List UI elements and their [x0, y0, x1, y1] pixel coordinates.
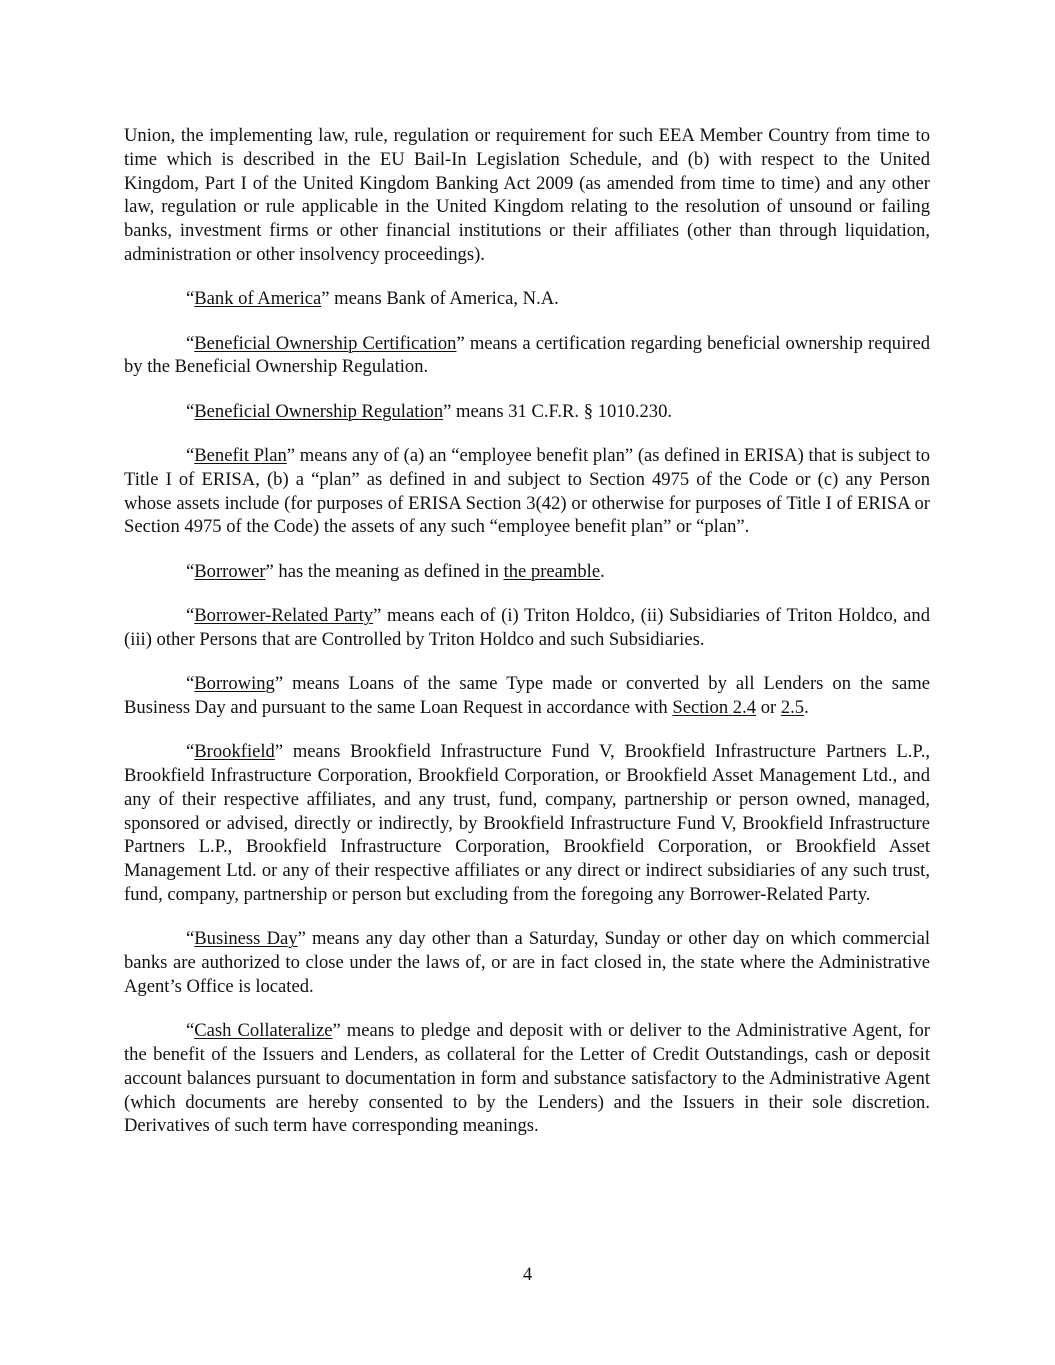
defined-term: Cash Collateralize [194, 1020, 333, 1042]
definition-text: ” means any of (a) an “employee benefit plan” (as defined in ERISA) that is subject to Title I of ERISA, (b) a “plan” as defined in and subject to Section 4975 of the Code or (c) any Person whose assets include (for purposes of ERISA Section 3(42) or otherwise for purposes of Title I of ERISA or Section 4975 of the Code) the assets of any such “employee benefit plan” or “plan”. [124, 444, 930, 538]
definition-borrower: “Borrower” has the meaning as defined in the preamble. [186, 560, 605, 582]
cross-reference: 2.5 [780, 696, 805, 718]
definition-beneficial-ownership-regulation: “Beneficial Ownership Regulation” means 31 C.F.R. § 1010.230. [186, 400, 673, 422]
defined-term: Beneficial Ownership Regulation [194, 400, 444, 422]
document-page [124, 124, 930, 1159]
definition-text: ” means Loans of the same Type made or converted by all Lenders on the same Business Day and pursuant to the same Loan Request in accordance with [124, 673, 930, 718]
defined-term: Borrowing [194, 673, 275, 695]
defined-term: Brookfield [194, 741, 275, 763]
definition-mid: or [756, 696, 781, 718]
defined-term: Borrower [194, 560, 266, 582]
definition-text: ” means a certification regarding beneficial ownership required by the Beneficial Ownership Regulation. [124, 332, 930, 378]
definition-cash-collateralize: “Cash Collateralize” means to pledge and deposit with or deliver to the Administrative Agent, for the benefit of the Issuers and Lenders, as collateral for the Letter of Credit Outstandings, cash or deposit account balances pursuant to documentation in form and substance satisfactory to the Administrative Agent (which documents are hereby consented to by the Lenders) and the Issuers in their sole discretion. Derivatives of such term have corresponding meanings. [124, 1020, 930, 1137]
defined-term: Business Day [194, 928, 298, 950]
defined-term: Beneficial Ownership Certification [194, 332, 457, 354]
defined-term: Benefit Plan [194, 444, 287, 466]
intro-paragraph: Union, the implementing law, rule, regulation or requirement for such EEA Member Country from time to time which is described in the EU Bail-In Legislation Schedule, and (b) with respect to the United Kingdom, Part I of the United Kingdom Banking Act 2009 (as amended from time to time) and any other law, regulation or rule applicable in the United Kingdom relating to the resolution of unsound or failing banks, investment firms or other financial institutions or their affiliates (other than through liquidation, administration or other insolvency proceedings). [124, 125, 930, 265]
defined-term: Borrower-Related Party [194, 604, 374, 626]
definition-borrowing: “Borrowing” means Loans of the same Type made or converted by all Lenders on the same Business Day and pursuant to the same Loan Request in accordance with Section 2.4 or 2.5. [124, 673, 930, 718]
definition-text: ” means Brookfield Infrastructure Fund V, Brookfield Infrastructure Partners L.P., Brookfield Infrastructure Corporation, Brookfield Corporation, or Brookfield Asset Management Ltd., and any of their respective affiliates, and any trust, fund, company, partnership or person owned, managed, sponsored or advised, directly or indirectly, by Brookfield Infrastructure Fund V, Brookfield Infrastructure Partners L.P., Brookfield Infrastructure Corporation, Brookfield Corporation, or Brookfield Asset Management Ltd. or any of their respective affiliates or any direct or indirect subsidiaries of any such trust, fund, company, partnership or person but excluding from the foregoing any Borrower-Related Party. [124, 741, 930, 905]
definition-borrower-related-party: “Borrower-Related Party” means each of (i) Triton Holdco, (ii) Subsidiaries of Triton Holdco, and (iii) other Persons that are Controlled by Triton Holdco and such Subsidiaries. [124, 604, 930, 650]
definition-text: ” means 31 C.F.R. § 1010.230. [443, 400, 673, 422]
page-number: 4 [522, 1264, 533, 1285]
cross-reference: the preamble [503, 560, 601, 582]
definition-text: ” means Bank of America, N.A. [321, 288, 559, 310]
definition-benefit-plan: “Benefit Plan” means any of (a) an “employee benefit plan” (as defined in ERISA) that is subject to Title I of ERISA, (b) a “plan” as defined in and subject to Section 4975 of the Code or (c) any Person whose assets include (for purposes of ERISA Section 3(42) or otherwise for purposes of Title I of ERISA or Section 4975 of the Code) the assets of any such “employee benefit plan” or “plan”. [124, 444, 930, 538]
cross-reference: Section 2.4 [672, 696, 757, 718]
definition-bank-of-america: “Bank of America” means Bank of America, N.A. [186, 288, 559, 310]
definition-tail: . [600, 560, 605, 582]
definition-text: ” means each of (i) Triton Holdco, (ii) Subsidiaries of Triton Holdco, and (iii) other Persons that are Controlled by Triton Holdco and such Subsidiaries. [124, 604, 930, 650]
definition-business-day: “Business Day” means any day other than a Saturday, Sunday or other day on which commercial banks are authorized to close under the laws of, or are in fact closed in, the state where the Administrative Agent’s Office is located. [124, 928, 930, 997]
definition-tail: . [804, 696, 809, 718]
definition-beneficial-ownership-certification: “Beneficial Ownership Certification” means a certification regarding beneficial ownership required by the Beneficial Ownership Regulation. [124, 332, 930, 378]
definition-text: ” means to pledge and deposit with or deliver to the Administrative Agent, for the benefit of the Issuers and Lenders, as collateral for the Letter of Credit Outstandings, cash or deposit account balances pursuant to documentation in form and substance satisfactory to the Administrative Agent (which documents are hereby consented to by the Lenders) and the Issuers in their sole discretion. Derivatives of such term have corresponding meanings. [124, 1020, 930, 1137]
definition-text: ” means any day other than a Saturday, Sunday or other day on which commercial banks are authorized to close under the laws of, or are in fact closed in, the state where the Administrative Agent’s Office is located. [124, 928, 930, 997]
definition-brookfield: “Brookfield” means Brookfield Infrastructure Fund V, Brookfield Infrastructure Partners L.P., Brookfield Infrastructure Corporation, Brookfield Corporation, or Brookfield Asset Management Ltd., and any of their respective affiliates, and any trust, fund, company, partnership or person owned, managed, sponsored or advised, directly or indirectly, by Brookfield Infrastructure Fund V, Brookfield Infrastructure Partners L.P., Brookfield Infrastructure Corporation, Brookfield Corporation, or Brookfield Asset Management Ltd. or any of their respective affiliates or any direct or indirect subsidiaries of any such trust, fund, company, partnership or person but excluding from the foregoing any Borrower-Related Party. [124, 741, 930, 905]
defined-term: Bank of America [194, 288, 322, 310]
definition-text: ” has the meaning as defined in [265, 560, 504, 582]
